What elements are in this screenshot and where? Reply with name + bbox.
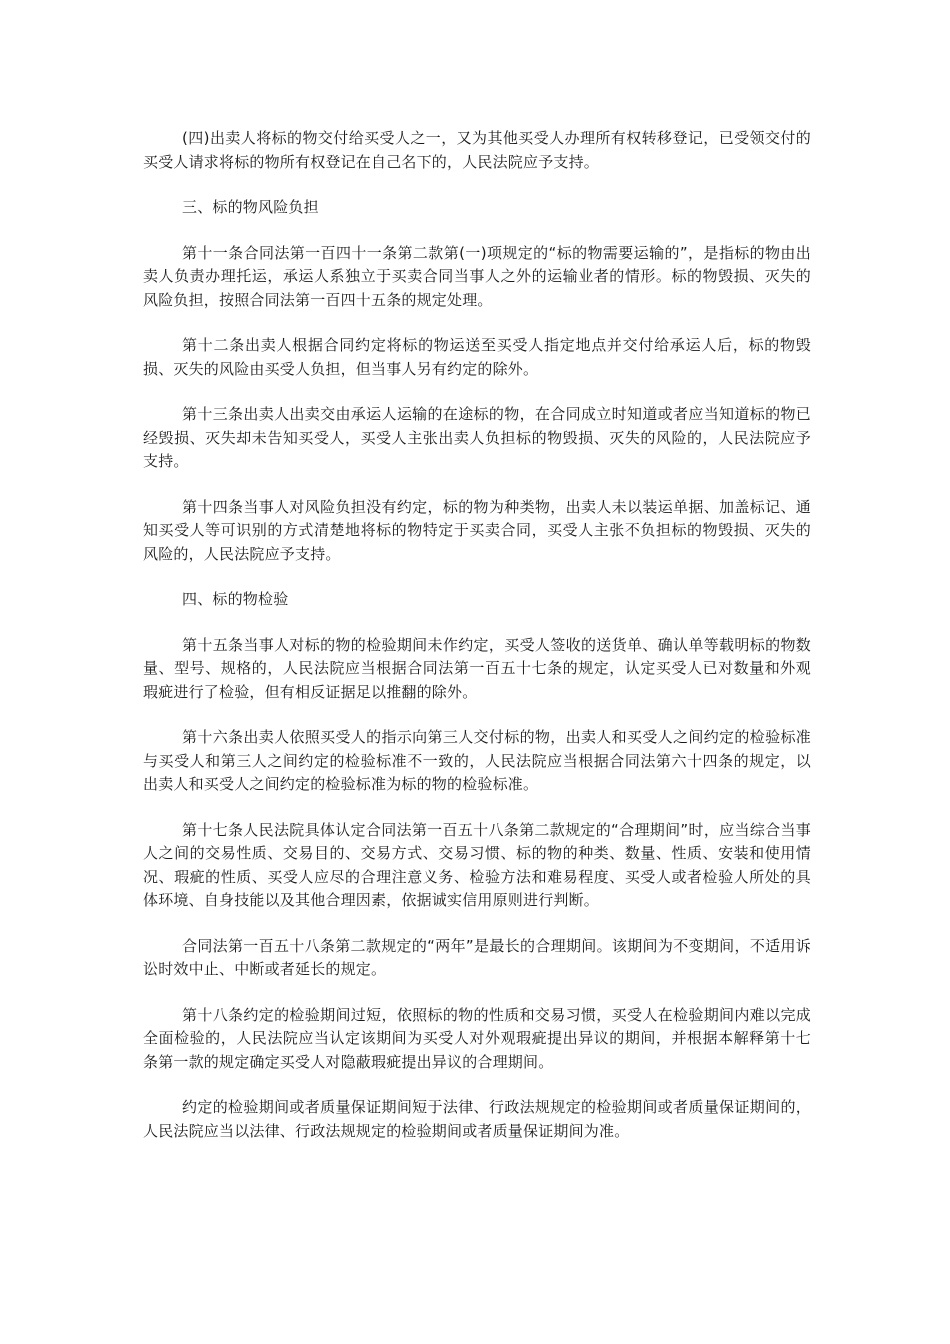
paragraph-article-12: 第十二条出卖人根据合同约定将标的物运送至买受人指定地点并交付给承运人后，标的物毁损、灭失的风险由买受人负担，但当事人另有约定的除外。 [143, 336, 811, 378]
paragraph-article-18: 第十八条约定的检验期间过短，依照标的物的性质和交易习惯，买受人在检验期间内难以完成全面检验的，人民法院应当认定该期间为买受人对外观瑕疵提出异议的期间，并根据本解释第十七条第一款的规定确定买受人对隐蔽瑕疵提出异议的合理期间。 [143, 1005, 811, 1071]
paragraph-two-years: 合同法第一百五十八条第二款规定的“两年”是最长的合理期间。该期间为不变期间，不适用诉讼时效中止、中断或者延长的规定。 [143, 936, 811, 978]
paragraph-article-13: 第十三条出卖人出卖交由承运人运输的在途标的物，在合同成立时知道或者应当知道标的物已经毁损、灭失却未告知买受人，买受人主张出卖人负担标的物毁损、灭失的风险的，人民法院应予支持。 [143, 405, 811, 470]
document-page [143, 127, 811, 1165]
paragraph-item-4: (四)出卖人将标的物交付给买受人之一，又为其他买受人办理所有权转移登记，已受领交付的买受人请求将标的物所有权登记在自己名下的，人民法院应予支持。 [143, 129, 811, 171]
paragraph-article-15: 第十五条当事人对标的物的检验期间未作约定，买受人签收的送货单、确认单等载明标的物数量、型号、规格的，人民法院应当根据合同法第一百五十七条的规定，认定买受人已对数量和外观瑕疵进行了检验，但有相反证据足以推翻的除外。 [143, 635, 811, 701]
section-heading-risk: 三、标的物风险负担 [182, 198, 319, 216]
paragraph-article-16: 第十六条出卖人依照买受人的指示向第三人交付标的物，出卖人和买受人之间约定的检验标准与买受人和第三人之间约定的检验标准不一致的，人民法院应当根据合同法第六十四条的规定，以出卖人和买受人之间约定的检验标准为标的物的检验标准。 [143, 728, 811, 793]
paragraph-article-17: 第十七条人民法院具体认定合同法第一百五十八条第二款规定的“合理期间”时，应当综合当事人之间的交易性质、交易目的、交易方式、交易习惯、标的物的种类、数量、性质、安装和使用情况、瑕疵的性质、买受人应尽的合理注意义务、检验方法和难易程度、买受人或者检验人所处的具体环境、自身技能以及其他合理因素，依据诚实信用原则进行判断。 [143, 820, 811, 909]
paragraph-article-11: 第十一条合同法第一百四十一条第二款第(一)项规定的“标的物需要运输的”，是指标的物由出卖人负责办理托运，承运人系独立于买卖合同当事人之外的运输业者的情形。标的物毁损、灭失的风险负担，按照合同法第一百四十五条的规定处理。 [143, 243, 811, 309]
paragraph-agreed-period: 约定的检验期间或者质量保证期间短于法律、行政法规规定的检验期间或者质量保证期间的，人民法院应当以法律、行政法规规定的检验期间或者质量保证期间为准。 [143, 1098, 811, 1140]
section-heading-inspection: 四、标的物检验 [182, 590, 289, 608]
paragraph-article-14: 第十四条当事人对风险负担没有约定，标的物为种类物，出卖人未以装运单据、加盖标记、通知买受人等可识别的方式清楚地将标的物特定于买卖合同，买受人主张不负担标的物毁损、灭失的风险的，人民法院应予支持。 [143, 497, 811, 563]
